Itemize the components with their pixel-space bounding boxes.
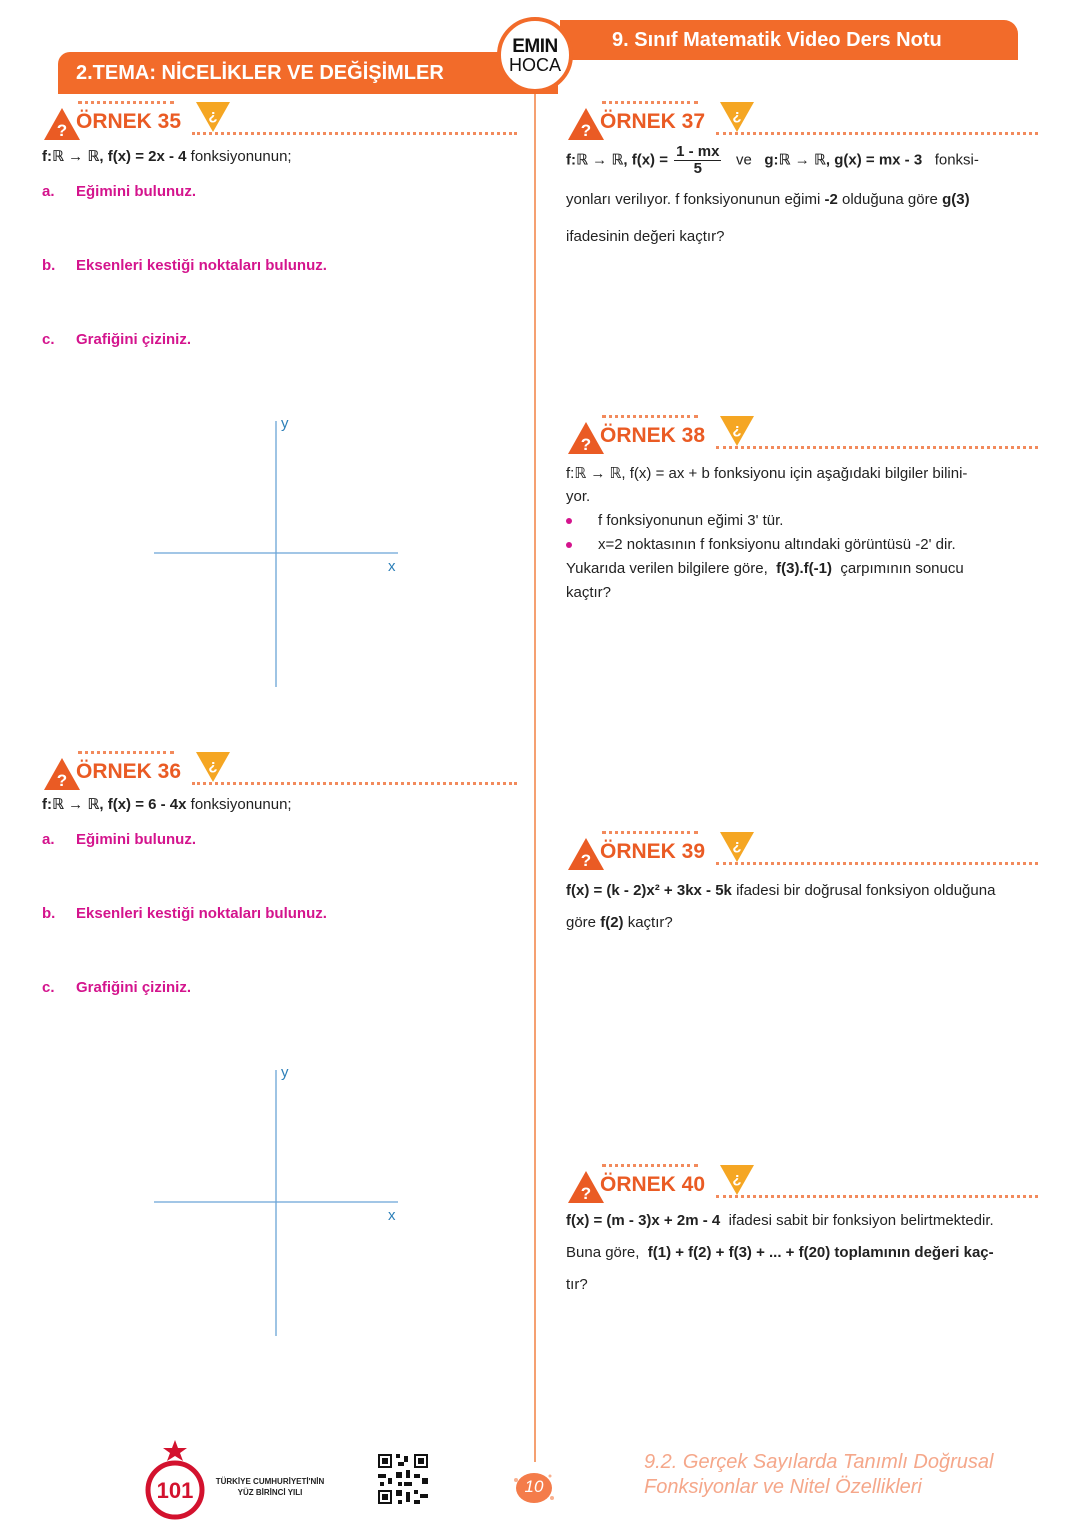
- expression: f(3).f(-1): [776, 560, 832, 577]
- expression: f(x) = (k - 2)x² + 3kx - 5k: [566, 882, 732, 899]
- example-title: ÖRNEK 39: [600, 840, 706, 863]
- part-text: Eksenleri kestiği noktaları bulunuz.: [76, 905, 327, 922]
- example-40-line-1: [566, 1212, 994, 1229]
- svg-text:¿: ¿: [732, 837, 742, 854]
- svg-text:¿: ¿: [732, 421, 742, 438]
- page-number: 10: [524, 1477, 544, 1496]
- svg-text:¿: ¿: [208, 757, 218, 774]
- example-35-header: [42, 100, 517, 144]
- exclamation-badge-icon: [718, 414, 756, 448]
- dotted-rule-top: [78, 751, 174, 754]
- svg-text:¿: ¿: [208, 107, 218, 124]
- dotted-rule: [192, 782, 517, 785]
- x-axis-label: x: [388, 558, 396, 575]
- bullet-text: f fonksiyonunun eğimi 3' tür.: [598, 512, 784, 529]
- example-40-line-3: tır?: [566, 1276, 588, 1293]
- bullet-dot: [566, 518, 572, 524]
- dotted-rule: [192, 132, 517, 135]
- logo-text-top: EMIN: [512, 36, 558, 57]
- example-37-line-2: [566, 191, 970, 208]
- org-line-1: TÜRKİYE CUMHURİYETİ'NİN: [215, 1477, 325, 1486]
- fraction-denominator: 5: [693, 160, 702, 177]
- svg-text:?: ?: [580, 121, 592, 140]
- statement-tail: fonksiyonunun;: [190, 148, 292, 165]
- statement-tail: fonksiyonunun;: [190, 796, 292, 813]
- example-38-line-2: yor.: [566, 488, 591, 505]
- example-37-line-3: ifadesinin değeri kaçtır?: [566, 228, 725, 245]
- slope-value: -2: [824, 191, 838, 208]
- example-37-line-1: [566, 144, 979, 177]
- example-37-header: [566, 100, 1038, 144]
- function-definition: ℝ → ℝ, f(x) = 6 - 4x: [52, 796, 187, 813]
- example-36-header: [42, 750, 517, 794]
- example-title: ÖRNEK 35: [76, 110, 182, 133]
- conjunction: ve: [736, 151, 752, 169]
- dotted-rule: [716, 446, 1038, 449]
- example-36-part-b: [42, 905, 327, 922]
- svg-text:?: ?: [56, 771, 68, 790]
- part-text: Grafiğini çiziniz.: [76, 331, 192, 348]
- example-38-line-6: kaçtır?: [566, 584, 612, 601]
- example-40-line-2: [566, 1244, 994, 1261]
- logo-text-bottom: HOCA: [508, 55, 561, 75]
- example-36-part-c: [42, 979, 191, 996]
- example-38-bullet-1: [566, 512, 783, 529]
- dotted-rule: [716, 132, 1038, 135]
- exclamation-badge-icon: [718, 830, 756, 864]
- example-title: ÖRNEK 37: [600, 110, 706, 133]
- example-title: ÖRNEK 36: [76, 760, 182, 783]
- example-36-statement: [42, 795, 292, 813]
- footer-organization: [208, 1476, 332, 1498]
- example-36-part-a: [42, 831, 196, 848]
- function-prefix: f:: [42, 796, 52, 813]
- turkish-flag-star-icon: [140, 1440, 210, 1520]
- part-letter: a.: [42, 831, 55, 848]
- svg-text:?: ?: [580, 851, 592, 870]
- exclamation-badge-icon: [194, 100, 232, 134]
- svg-text:?: ?: [580, 435, 592, 454]
- x-axis-label: x: [388, 1207, 396, 1224]
- part-text: Eksenleri kestiği noktaları bulunuz.: [76, 257, 327, 274]
- subtitle-line-2: Fonksiyonlar ve Nitel Özellikleri: [644, 1476, 922, 1498]
- footer-subtitle: [644, 1450, 993, 1500]
- dotted-rule-top: [602, 101, 698, 104]
- header-banner: [560, 20, 1018, 60]
- theme-title: 2.TEMA: NİCELİKLER VE DEĞİŞİMLER: [76, 62, 444, 84]
- y-axis-label: y: [281, 1064, 289, 1081]
- text: Yukarıda verilen bilgilere göre,: [566, 560, 768, 577]
- text: kaçtır?: [627, 914, 673, 931]
- theme-banner: [58, 52, 558, 94]
- qr-code-icon[interactable]: [376, 1452, 430, 1506]
- part-letter: b.: [42, 905, 56, 922]
- dotted-rule-top: [602, 415, 698, 418]
- bullet-text: x=2 noktasının f fonksiyonu altındaki görüntüsü -2' dir.: [598, 536, 956, 553]
- example-35-part-a: [42, 183, 196, 200]
- dotted-rule-top: [78, 101, 174, 104]
- column-divider: [534, 94, 536, 1462]
- example-38-header: [566, 414, 1038, 458]
- example-38-line-1: f:ℝ → ℝ, f(x) = ax + b fonksiyonu için aşağıdaki bilgiler bilini-: [566, 465, 968, 482]
- org-line-2: YÜZ BİRİNCİ YILI: [237, 1488, 303, 1497]
- text: çarpımının sonucu: [840, 560, 964, 577]
- dotted-rule-top: [602, 831, 698, 834]
- subtitle-line-1: 9.2. Gerçek Sayılarda Tanımlı Doğrusal: [644, 1451, 994, 1473]
- fraction-numerator: 1 - mx: [676, 143, 720, 160]
- part-letter: b.: [42, 257, 56, 274]
- example-title: ÖRNEK 38: [600, 424, 706, 447]
- exclamation-badge-icon: [194, 750, 232, 784]
- y-axis-label: y: [281, 415, 289, 432]
- function-f-definition: f:ℝ → ℝ, f(x) =: [566, 151, 668, 169]
- example-title: ÖRNEK 40: [600, 1173, 706, 1196]
- svg-text:¿: ¿: [732, 1170, 742, 1187]
- text: yonları verilıyor. f fonksiyonunun eğimi: [566, 191, 821, 208]
- dotted-rule: [716, 862, 1038, 865]
- svg-text:?: ?: [56, 121, 68, 140]
- part-text: Grafiğini çiziniz.: [76, 979, 192, 996]
- function-definition: ℝ → ℝ, f(x) = 2x - 4: [52, 148, 187, 165]
- example-38-line-5: [566, 560, 964, 577]
- expression: f(x) = (m - 3)x + 2m - 4: [566, 1212, 721, 1229]
- example-35-axes: [150, 415, 405, 695]
- text: ifadesi sabit bir fonksiyon belirtmektedir.: [728, 1212, 994, 1229]
- expression: g(3): [942, 191, 970, 208]
- part-letter: c.: [42, 979, 55, 996]
- example-35-part-c: [42, 331, 191, 348]
- svg-text:¿: ¿: [732, 107, 742, 124]
- example-40-header: [566, 1163, 1038, 1207]
- example-35-statement: [42, 147, 292, 165]
- bullet-dot: [566, 542, 572, 548]
- mark-number: 101: [156, 1478, 194, 1503]
- function-g-definition: g:ℝ → ℝ, g(x) = mx - 3: [764, 151, 923, 169]
- emin-hoca-logo: [497, 17, 573, 93]
- text: göre: [566, 914, 597, 931]
- expression: f(1) + f(2) + f(3) + ... + f(20) toplamının değeri kaç-: [647, 1244, 994, 1261]
- line-tail: fonksi-: [934, 151, 979, 169]
- dotted-rule-top: [602, 1164, 698, 1167]
- example-39-line-2: [566, 914, 673, 931]
- dotted-rule: [716, 1195, 1038, 1198]
- example-39-header: [566, 830, 1038, 874]
- part-text: Eğimini bulunuz.: [76, 183, 196, 200]
- example-35-part-b: [42, 257, 327, 274]
- part-letter: c.: [42, 331, 55, 348]
- exclamation-badge-icon: [718, 100, 756, 134]
- part-text: Eğimini bulunuz.: [76, 831, 196, 848]
- text: Buna göre,: [566, 1244, 640, 1261]
- text: ifadesi bir doğrusal fonksiyon olduğuna: [736, 882, 996, 899]
- document-title: 9. Sınıf Matematik Video Ders Notu: [612, 29, 942, 51]
- text: olduğuna göre: [841, 191, 938, 208]
- svg-text:?: ?: [580, 1184, 592, 1203]
- example-38-bullet-2: [566, 536, 956, 553]
- example-36-axes: [150, 1064, 405, 1344]
- fraction: [674, 144, 721, 177]
- example-39-line-1: [566, 882, 995, 899]
- function-prefix: f:: [42, 148, 52, 165]
- exclamation-badge-icon: [718, 1163, 756, 1197]
- expression: f(2): [600, 914, 624, 931]
- part-letter: a.: [42, 183, 55, 200]
